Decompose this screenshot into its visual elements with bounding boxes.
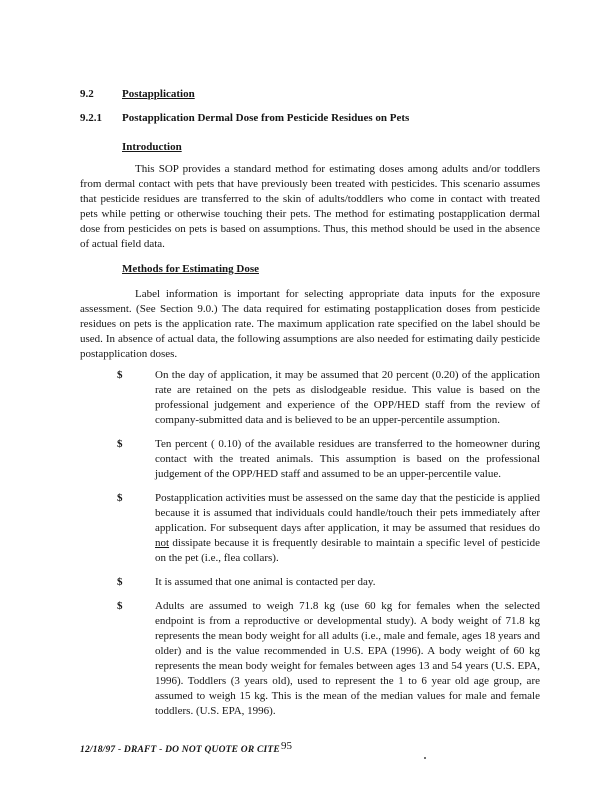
scan-speck — [424, 757, 426, 759]
bullet-marker: $ — [117, 600, 123, 612]
assumption-item-3 — [80, 491, 540, 566]
assumption-item-2 — [80, 437, 540, 482]
page-number: 95 — [281, 740, 292, 752]
assumption-text: Adults are assumed to weigh 71.8 kg (use 60 kg for females when the selected endpoint is from a reproductive or developmental study). A body weight of 71.8 kg represents the mean body weight for all adults (i.e., male and female, ages 18 years and older) and is the value recommended in U.S. EPA (1996). A body weight of 60 kg represents the mean body weight for females between ages 13 and 54 years (U.S. EPA, 1996). Toddlers (3 years old), used to represent the 1 to 6 year old age group, are assumed to weigh 15 kg. This is the mean of the median values for male and female toddlers. (U.S. EPA, 1996). — [155, 600, 540, 717]
bullet-marker: $ — [117, 492, 123, 504]
bullet-marker: $ — [117, 369, 123, 381]
page-content — [80, 87, 540, 719]
section-number: 9.2 — [80, 88, 94, 100]
assumption-text: It is assumed that one animal is contacted per day. — [155, 576, 376, 588]
bullet-marker: $ — [117, 576, 123, 588]
subsection-title: Postapplication Dermal Dose from Pesticide Residues on Pets — [122, 112, 410, 124]
introduction-paragraph: This SOP provides a standard method for estimating doses among adults and/or toddlers from dermal contact with pets that have previously been treated with pesticides. This scenario assumes that pesticide residues are transferred to the skin of adults/toddlers who come in contact with treated pets while petting or otherwise touching their pets. The method for estimating postapplication dermal dose from pesticides on pets is based on assumptions. Thus, this method should be used in the absence of actual field data. — [80, 163, 540, 250]
assumption-text: Ten percent ( 0.10) of the available residues are transferred to the homeowner during contact with the treated animals. This assumption is based on the professional judgement of the OPP/HED staff and assumed to be an upper-percentile value. — [155, 438, 540, 480]
bullet-marker: $ — [117, 438, 123, 450]
subsection-number: 9.2.1 — [80, 112, 102, 124]
section-title: Postapplication — [122, 88, 195, 100]
introduction-heading: Introduction — [122, 141, 182, 153]
draft-notice: 12/18/97 - DRAFT - DO NOT QUOTE OR CITE — [80, 745, 280, 755]
assumption-text-underlined: not — [155, 537, 170, 549]
subsection-heading — [80, 111, 540, 126]
section-heading — [80, 87, 540, 102]
assumption-item-5 — [80, 599, 540, 719]
assumption-text-pre: Postapplication activities must be assessed on the same day that the pesticide is applied because it is assumed that individuals could handle/touch their pets immediately after application. For subsequent days after application, it may be assumed that residues do — [155, 492, 540, 534]
assumptions-list — [80, 368, 540, 719]
assumption-item-1 — [80, 368, 540, 428]
methods-heading: Methods for Estimating Dose — [122, 263, 259, 275]
assumption-item-4 — [80, 575, 540, 590]
methods-paragraph: Label information is important for selecting appropriate data inputs for the exposure assessment. (See Section 9.0.) The data required for estimating postapplication doses from pesticide residues on pets is the application rate. The maximum application rate specified on the label should be used. In absence of actual data, the following assumptions are also needed for estimating daily pesticide postapplication doses. — [80, 288, 540, 360]
assumption-text: On the day of application, it may be assumed that 20 percent (0.20) of the application rate are retained on the pets as dislodgeable residue. This value is based on the professional judgement and experience of the OPP/HED staff from the review of company-submitted data and is believed to be an upper-percentile assumption. — [155, 369, 540, 426]
assumption-text-post: dissipate because it is frequently desirable to maintain a specific level of pesticide on the pet (i.e., flea collars). — [155, 537, 540, 564]
